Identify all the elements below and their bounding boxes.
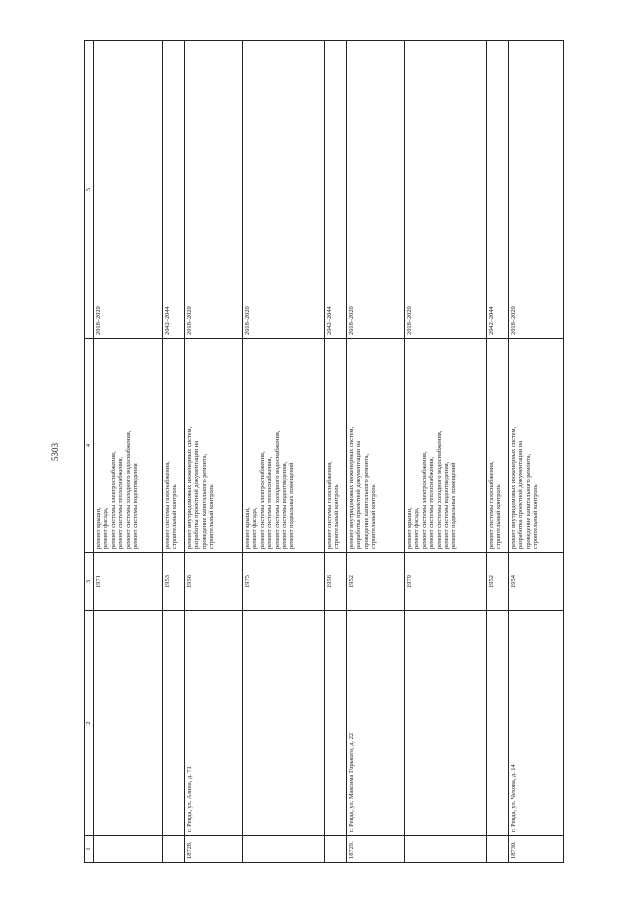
works-cell — [347, 339, 405, 553]
work-line: строительный контроль — [532, 484, 540, 549]
blank-address-cell — [487, 611, 509, 836]
work-line: ремонт внутридомовых инженерных систем, — [510, 426, 517, 549]
work-line: проведение капитального ремонта, — [200, 453, 208, 549]
column-number: 5 — [85, 41, 94, 339]
work-line: ремонт системы водоотведения — [132, 463, 140, 549]
table-row — [243, 41, 325, 863]
blank-number-cell — [487, 836, 509, 863]
year-cell: 1975 — [243, 553, 325, 611]
period-cell: 2018–2020 — [243, 41, 325, 339]
column-number: 1 — [85, 836, 94, 863]
period-cell: 2042–2044 — [325, 41, 347, 339]
year-cell: 1956 — [185, 553, 243, 611]
works-cell — [185, 339, 243, 553]
table-row — [487, 41, 509, 863]
period-cell: 2018–2020 — [185, 41, 243, 339]
blank-address-cell — [405, 611, 487, 836]
table-row — [94, 41, 163, 863]
work-line: строительный контроль — [208, 484, 216, 549]
work-line: ремонт фасада, — [251, 507, 259, 549]
work-line: ремонт системы теплоснабжения, — [266, 456, 274, 549]
work-line: ремонт системы водоотведения, — [281, 461, 289, 549]
blank-number-cell — [243, 836, 325, 863]
works-cell — [405, 339, 487, 553]
work-line: ремонт системы холодного водоснабжения, — [273, 430, 281, 549]
works-cell — [163, 339, 185, 553]
works-cell — [243, 339, 325, 553]
work-line: ремонт крыши, — [244, 507, 251, 549]
table-row — [325, 41, 347, 863]
work-line: ремонт системы водоотведения, — [443, 461, 451, 549]
blank-address-cell — [325, 611, 347, 836]
work-line: строительный контроль — [370, 484, 378, 549]
work-line: ремонт системы электроснабжения, — [109, 451, 117, 549]
period-cell: 2042–2044 — [487, 41, 509, 339]
works-cell — [509, 339, 564, 553]
blank-number-cell — [163, 836, 185, 863]
work-line: ремонт подвальных помещений — [288, 462, 296, 549]
table-row — [405, 41, 487, 863]
work-line: разработка проектной документации на — [193, 440, 201, 549]
work-line: ремонт крыши, — [406, 507, 413, 549]
year-cell: 1953 — [163, 553, 185, 611]
year-cell: 1954 — [509, 553, 564, 611]
year-cell: 1952 — [487, 553, 509, 611]
table-row — [185, 41, 243, 863]
rotated-table-sheet — [84, 41, 562, 863]
work-line: ремонт системы электроснабжения, — [420, 451, 428, 549]
work-line: строительный контроль — [333, 484, 341, 549]
work-line: ремонт внутридомовых инженерных систем, — [348, 426, 355, 549]
work-line: ремонт системы электроснабжения, — [258, 451, 266, 549]
works-cell — [94, 339, 163, 553]
work-line: разработка проектной документации на — [517, 440, 525, 549]
page-number: 5303 — [50, 443, 60, 461]
work-line: проведение капитального ремонта, — [524, 453, 532, 549]
blank-number-cell — [325, 836, 347, 863]
work-line: проведение капитального ремонта, — [362, 453, 370, 549]
year-cell: 1956 — [325, 553, 347, 611]
year-cell: 1971 — [94, 553, 163, 611]
period-cell: 2018–2020 — [405, 41, 487, 339]
table-row — [347, 41, 405, 863]
column-number: 3 — [85, 553, 94, 611]
table-row — [163, 41, 185, 863]
work-line: ремонт системы теплоснабжения, — [428, 456, 436, 549]
work-line: ремонт крыши, — [95, 507, 102, 549]
blank-number-cell — [405, 836, 487, 863]
work-line: строительный контроль — [171, 484, 179, 549]
work-line: ремонт системы холодного водоснабжения, — [124, 430, 132, 549]
object-address-cell: г. Ревда, ул. Максима Горького, д. 22 — [347, 611, 405, 836]
year-cell: 1979 — [405, 553, 487, 611]
blank-address-cell — [163, 611, 185, 836]
work-line: ремонт системы газоснабжения, — [326, 461, 333, 549]
work-line: ремонт системы газоснабжения, — [488, 461, 495, 549]
period-cell: 2018–2020 — [509, 41, 564, 339]
work-line: ремонт фасада, — [102, 507, 110, 549]
column-number-row — [85, 41, 94, 863]
year-cell: 1952 — [347, 553, 405, 611]
work-line: строительный контроль — [495, 484, 503, 549]
object-number-cell: 18729. — [347, 836, 405, 863]
object-address-cell: г. Ревда, ул. Азина, д. 71 — [185, 611, 243, 836]
period-cell: 2018–2020 — [347, 41, 405, 339]
repair-schedule-table — [84, 40, 564, 863]
period-cell: 2018–2020 — [94, 41, 163, 339]
work-line: ремонт системы холодного водоснабжения, — [435, 430, 443, 549]
column-number: 2 — [85, 611, 94, 836]
work-line: ремонт подвальных помещений — [450, 462, 458, 549]
work-line: ремонт системы газоснабжения, — [164, 461, 171, 549]
table-row — [509, 41, 564, 863]
works-cell — [325, 339, 347, 553]
work-line: ремонт внутридомовых инженерных систем, — [186, 426, 193, 549]
work-line: разработка проектной документации на — [355, 440, 363, 549]
object-number-cell: 18728. — [185, 836, 243, 863]
work-line: ремонт системы теплоснабжения, — [117, 456, 125, 549]
blank-number-cell — [94, 836, 163, 863]
work-line: ремонт фасада, — [413, 507, 421, 549]
works-cell — [487, 339, 509, 553]
period-cell: 2042–2044 — [163, 41, 185, 339]
column-number: 4 — [85, 339, 94, 553]
blank-address-cell — [94, 611, 163, 836]
object-address-cell: г. Ревда, ул. Чехова, д. 14 — [509, 611, 564, 836]
blank-address-cell — [243, 611, 325, 836]
object-number-cell: 18730. — [509, 836, 564, 863]
